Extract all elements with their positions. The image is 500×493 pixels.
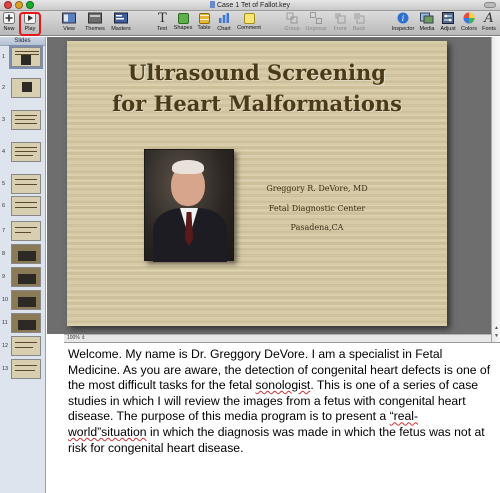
view-button[interactable] — [61, 12, 77, 35]
thumbnail-image — [11, 196, 41, 216]
text-button[interactable] — [155, 12, 169, 35]
table-label: Table — [197, 25, 211, 31]
slide-number: 11 — [2, 320, 8, 326]
table-icon — [199, 13, 210, 24]
slide-canvas[interactable] — [47, 37, 491, 334]
view-label: View — [63, 26, 75, 32]
slide-thumbnail-3[interactable] — [0, 109, 46, 131]
colors-label: Colors — [461, 26, 477, 32]
notes-text-part-3: in which the diagnosis was made in which the fetus was not at risk for congenital heart disease. — [68, 424, 485, 455]
slide-thumbnail-12[interactable] — [0, 335, 46, 357]
themes-label: Themes — [85, 26, 105, 32]
thumbnail-image — [11, 110, 41, 130]
slide-number: 8 — [2, 251, 6, 257]
slide-thumbnail-5[interactable] — [0, 173, 46, 195]
toolbar-toggle-button[interactable] — [484, 2, 496, 8]
slide-thumbnail-2[interactable] — [0, 77, 46, 99]
thumbnail-image — [11, 47, 41, 67]
group-icon — [285, 12, 300, 25]
slide-number: 1 — [2, 54, 6, 60]
scroll-up-arrow[interactable]: ▲ — [494, 325, 499, 331]
slide-number: 3 — [2, 117, 6, 123]
thumbnail-image — [11, 359, 41, 379]
zoom-bar — [64, 334, 491, 342]
slide-thumbnail-9[interactable] — [0, 266, 46, 288]
slide-title-line-2: for Heart Malformations — [112, 91, 402, 116]
chart-button[interactable] — [216, 12, 232, 35]
current-slide[interactable] — [67, 41, 447, 326]
media-label: Media — [419, 26, 435, 32]
comment-button[interactable] — [236, 12, 262, 35]
document-icon — [210, 1, 215, 8]
new-label: New — [3, 26, 15, 32]
notes-text-part-2: . This is one of a series of case studies in which I will review the images from a fetus with congenital heart disease. The purpose of this media program is to present a — [68, 378, 479, 424]
play-button-highlight — [19, 12, 41, 36]
ungroup-label: Ungroup — [305, 26, 327, 32]
text-icon: T — [158, 11, 167, 26]
group-label: Group — [284, 26, 300, 32]
colors-button[interactable] — [460, 12, 478, 35]
back-label: Back — [352, 26, 366, 32]
inspector-label: Inspector — [391, 26, 415, 32]
thumbnail-image — [11, 244, 41, 264]
adjust-icon — [441, 12, 456, 25]
masters-button[interactable] — [110, 12, 132, 35]
slide-number: 5 — [2, 181, 6, 187]
front-button[interactable] — [332, 12, 348, 35]
themes-icon — [88, 12, 103, 25]
media-icon — [420, 12, 435, 25]
slide-thumbnail-8[interactable] — [0, 243, 46, 265]
slide-number: 7 — [2, 228, 6, 234]
slides-header: Slides — [0, 37, 45, 46]
stepper-icon: ⇕ — [81, 335, 86, 341]
comment-label: Comment — [237, 25, 261, 31]
comment-icon — [244, 13, 255, 24]
slide-thumbnail-10[interactable] — [0, 289, 46, 311]
masters-icon — [114, 12, 129, 25]
thumbnail-image — [11, 290, 41, 310]
play-label: Play — [24, 26, 36, 32]
slide-thumbnail-6[interactable] — [0, 195, 46, 217]
notes-misspelled-word: sonologist — [255, 378, 311, 393]
presenter-organization[interactable]: Fetal Diagnostic Center — [268, 204, 366, 213]
presenter-notes[interactable] — [64, 342, 500, 493]
shapes-label: Shapes — [173, 25, 193, 31]
thumbnail-image — [11, 78, 41, 98]
canvas-scrollbar[interactable] — [491, 37, 500, 342]
slide-title-line-1: Ultrasound Screening — [128, 60, 386, 85]
group-button[interactable] — [283, 12, 301, 35]
title-bar — [0, 0, 500, 11]
slide-number: 12 — [2, 343, 9, 349]
thumbnail-image — [11, 336, 41, 356]
back-icon — [352, 12, 367, 25]
chart-label: Chart — [217, 26, 231, 32]
fonts-button[interactable] — [481, 12, 497, 35]
front-icon — [333, 12, 348, 25]
chart-icon — [217, 12, 232, 25]
table-button[interactable] — [196, 12, 212, 35]
ungroup-button[interactable] — [304, 12, 328, 35]
view-icon — [62, 12, 77, 25]
slide-number: 2 — [2, 85, 6, 91]
adjust-label: Adjust — [440, 26, 456, 32]
slide-thumbnail-7[interactable] — [0, 220, 46, 242]
zoom-select[interactable] — [67, 335, 85, 342]
slide-number: 6 — [2, 203, 6, 209]
thumbnail-image — [11, 313, 41, 333]
slide-thumbnail-13[interactable] — [0, 358, 46, 380]
notes-text[interactable] — [68, 347, 494, 456]
slide-number: 9 — [2, 274, 6, 280]
fonts-label: Fonts — [482, 26, 496, 32]
plus-icon — [2, 12, 17, 25]
scroll-down-arrow[interactable]: ▼ — [494, 333, 499, 339]
thumbnail-image — [11, 221, 41, 241]
notes-text-part-1: Welcome. My name is Dr. Greggory DeVore. I am a specialist in Fetal Medicine. As you are aware, the detection of congenital heart defects is one of the most difficult tasks for the fetal — [68, 347, 491, 393]
slide-number: 4 — [2, 149, 6, 155]
thumbnail-image — [11, 142, 41, 162]
notes-misspelled-phrase: “real-world”situation — [68, 409, 419, 439]
adjust-button[interactable] — [439, 12, 457, 35]
window-title — [0, 0, 500, 11]
slide-thumbnail-4[interactable] — [0, 141, 46, 163]
text-label: Text — [156, 26, 168, 32]
presenter-name[interactable]: Greggory R. DeVore, MD — [266, 184, 368, 193]
themes-button[interactable] — [84, 12, 106, 35]
masters-label: Masters — [111, 26, 131, 32]
window-title-text: Case 1 Tet of Fallot.key — [216, 2, 291, 9]
back-button[interactable] — [351, 12, 367, 35]
thumbnail-image — [11, 267, 41, 287]
thumbnail-image — [11, 174, 41, 194]
slide-title[interactable] — [67, 57, 447, 119]
shapes-button[interactable] — [173, 12, 193, 35]
svg-text:i: i — [401, 14, 405, 23]
toolbar — [0, 11, 500, 36]
slide-number: 10 — [2, 297, 9, 303]
slide-thumbnail-11[interactable] — [0, 312, 46, 334]
new-button[interactable] — [1, 12, 17, 35]
media-button[interactable] — [418, 12, 436, 35]
shapes-icon — [178, 13, 189, 24]
front-label: Front — [333, 26, 347, 32]
presenter-photo[interactable] — [144, 149, 234, 261]
presenter-location[interactable]: Pasadena,CA — [290, 223, 344, 232]
ungroup-icon — [309, 12, 324, 25]
slide-number: 13 — [2, 366, 9, 372]
zoom-value: 100% — [67, 335, 80, 341]
colors-icon — [462, 12, 477, 25]
slide-thumbnail-1[interactable] — [0, 46, 46, 68]
inspector-icon — [396, 12, 411, 25]
slides-navigator — [0, 37, 46, 493]
fonts-icon: A — [484, 11, 494, 26]
inspector-button[interactable] — [391, 12, 415, 35]
